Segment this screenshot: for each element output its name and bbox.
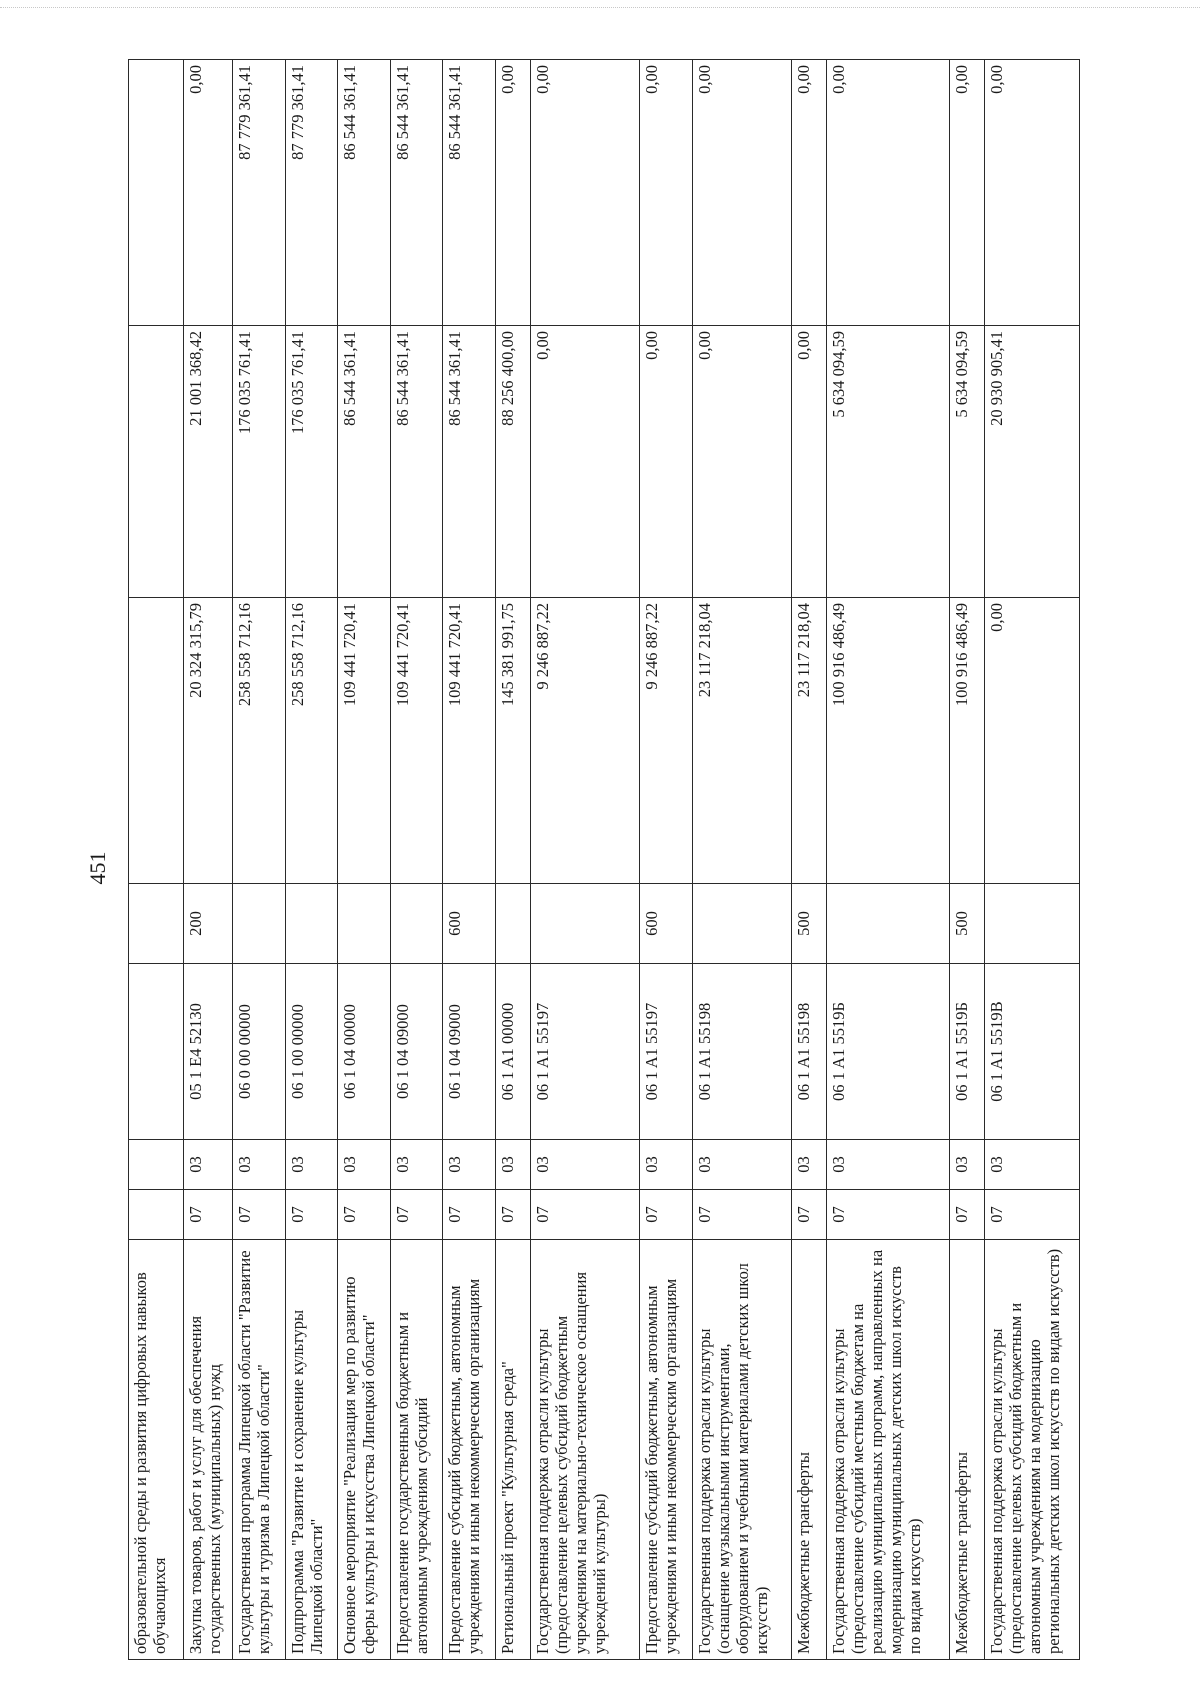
row-amount-year-1: 20 324 315,79 <box>183 598 233 884</box>
row-subsection: 03 <box>640 1140 693 1190</box>
table-row <box>390 60 443 1660</box>
row-amount-year-3: 87 779 361,41 <box>285 60 338 326</box>
row-amount-year-1: 9 246 887,22 <box>640 598 693 884</box>
table-row <box>827 60 949 1660</box>
row-expense-kind <box>129 884 184 964</box>
row-amount-year-2: 21 001 368,42 <box>183 326 233 598</box>
table-row <box>129 60 184 1660</box>
row-subsection: 03 <box>233 1140 286 1190</box>
row-amount-year-2: 0,00 <box>692 326 791 598</box>
row-target-article: 06 1 A1 5519Б <box>827 964 949 1140</box>
row-section: 07 <box>285 1190 338 1240</box>
row-subsection <box>129 1140 184 1190</box>
row-section: 07 <box>390 1190 443 1240</box>
row-amount-year-1: 109 441 720,41 <box>443 598 496 884</box>
row-amount-year-3: 0,00 <box>495 60 530 326</box>
row-amount-year-1: 109 441 720,41 <box>338 598 391 884</box>
budget-table <box>128 59 1080 1660</box>
row-amount-year-3 <box>129 60 184 326</box>
table-row <box>495 60 530 1660</box>
row-amount-year-1: 145 381 991,75 <box>495 598 530 884</box>
row-amount-year-3: 86 544 361,41 <box>338 60 391 326</box>
row-amount-year-1: 258 558 712,16 <box>285 598 338 884</box>
row-amount-year-2: 20 930 905,41 <box>984 326 1079 598</box>
row-amount-year-1: 258 558 712,16 <box>233 598 286 884</box>
row-expense-kind <box>984 884 1079 964</box>
row-name: Предоставление субсидий бюджетным, автономным учреждениям и иным некоммерческим организациям <box>443 1240 496 1660</box>
row-target-article: 06 1 A1 5519Б <box>949 964 984 1140</box>
row-amount-year-2: 86 544 361,41 <box>443 326 496 598</box>
row-section: 07 <box>338 1190 391 1240</box>
row-target-article: 06 1 A1 55197 <box>640 964 693 1140</box>
row-amount-year-3: 86 544 361,41 <box>443 60 496 326</box>
row-section: 07 <box>233 1190 286 1240</box>
row-amount-year-2: 0,00 <box>640 326 693 598</box>
table-row <box>692 60 791 1660</box>
row-expense-kind <box>390 884 443 964</box>
row-name: Закупка товаров, работ и услуг для обеспечения государственных (муниципальных) нужд <box>183 1240 233 1660</box>
table-row <box>640 60 693 1660</box>
scan-top-edge <box>0 7 1200 8</box>
row-target-article: 06 1 00 00000 <box>285 964 338 1140</box>
row-expense-kind: 500 <box>791 884 826 964</box>
row-expense-kind <box>692 884 791 964</box>
row-expense-kind <box>338 884 391 964</box>
rotated-table-wrapper <box>128 60 1080 1660</box>
row-amount-year-2: 86 544 361,41 <box>390 326 443 598</box>
row-expense-kind <box>233 884 286 964</box>
row-name: Основное мероприятие "Реализация мер по развитию сферы культуры и искусства Липецкой области" <box>338 1240 391 1660</box>
row-amount-year-1: 23 117 218,04 <box>791 598 826 884</box>
row-target-article: 05 1 E4 52130 <box>183 964 233 1140</box>
row-amount-year-1: 100 916 486,49 <box>827 598 949 884</box>
row-section: 07 <box>984 1190 1079 1240</box>
row-amount-year-2: 176 035 761,41 <box>233 326 286 598</box>
row-expense-kind <box>531 884 640 964</box>
row-section: 07 <box>443 1190 496 1240</box>
row-amount-year-3: 87 779 361,41 <box>233 60 286 326</box>
row-target-article: 06 1 04 09000 <box>390 964 443 1140</box>
row-subsection: 03 <box>791 1140 826 1190</box>
row-target-article: 06 1 04 00000 <box>338 964 391 1140</box>
row-target-article: 06 1 04 09000 <box>443 964 496 1140</box>
row-section: 07 <box>495 1190 530 1240</box>
row-section <box>129 1190 184 1240</box>
table-row <box>183 60 233 1660</box>
table-row <box>285 60 338 1660</box>
table-row <box>443 60 496 1660</box>
row-name: Государственная поддержка отрасли культуры (предоставление целевых субсидий бюджетным учреждениям на материально-техническое оснащения учреждений культуры) <box>531 1240 640 1660</box>
row-amount-year-2: 86 544 361,41 <box>338 326 391 598</box>
table-body <box>129 60 1080 1660</box>
row-target-article: 06 1 A1 55198 <box>791 964 826 1140</box>
row-expense-kind: 200 <box>183 884 233 964</box>
row-amount-year-2 <box>129 326 184 598</box>
row-name: Межбюджетные трансферты <box>791 1240 826 1660</box>
row-amount-year-1: 100 916 486,49 <box>949 598 984 884</box>
row-target-article: 06 0 00 00000 <box>233 964 286 1140</box>
row-amount-year-1 <box>129 598 184 884</box>
row-expense-kind: 600 <box>443 884 496 964</box>
row-expense-kind <box>285 884 338 964</box>
row-name: Предоставление государственным бюджетным и автономным учреждениям субсидий <box>390 1240 443 1660</box>
row-amount-year-3: 0,00 <box>949 60 984 326</box>
row-amount-year-3: 0,00 <box>531 60 640 326</box>
row-subsection: 03 <box>692 1140 791 1190</box>
table-row <box>338 60 391 1660</box>
row-section: 07 <box>791 1190 826 1240</box>
row-section: 07 <box>640 1190 693 1240</box>
row-section: 07 <box>827 1190 949 1240</box>
row-amount-year-3: 0,00 <box>640 60 693 326</box>
row-amount-year-3: 0,00 <box>183 60 233 326</box>
row-section: 07 <box>949 1190 984 1240</box>
row-amount-year-3: 0,00 <box>692 60 791 326</box>
row-subsection: 03 <box>531 1140 640 1190</box>
row-expense-kind: 500 <box>949 884 984 964</box>
row-amount-year-2: 5 634 094,59 <box>949 326 984 598</box>
row-target-article: 06 1 A1 00000 <box>495 964 530 1140</box>
row-section: 07 <box>531 1190 640 1240</box>
row-subsection: 03 <box>827 1140 949 1190</box>
row-amount-year-2: 0,00 <box>531 326 640 598</box>
row-name: Государственная поддержка отрасли культуры (оснащение музыкальными инструментами, оборудованием и учебными материалами детских школ искусств) <box>692 1240 791 1660</box>
row-amount-year-2: 88 256 400,00 <box>495 326 530 598</box>
row-target-article <box>129 964 184 1140</box>
row-name: Региональный проект "Культурная среда" <box>495 1240 530 1660</box>
row-amount-year-3: 0,00 <box>827 60 949 326</box>
row-name: образовательной среды и развития цифровых навыков обучающихся <box>129 1240 184 1660</box>
row-amount-year-1: 0,00 <box>984 598 1079 884</box>
row-name: Государственная программа Липецкой области "Развитие культуры и туризма в Липецкой области" <box>233 1240 286 1660</box>
row-amount-year-2: 0,00 <box>791 326 826 598</box>
table-row <box>531 60 640 1660</box>
row-subsection: 03 <box>183 1140 233 1190</box>
row-name: Предоставление субсидий бюджетным, автономным учреждениям и иным некоммерческим организациям <box>640 1240 693 1660</box>
table-row <box>984 60 1079 1660</box>
row-name: Государственная поддержка отрасли культуры (предоставление целевых субсидий бюджетным и автономным учреждениям на модернизацию региональных детских школ искусств по видам искусств) <box>984 1240 1079 1660</box>
row-amount-year-1: 109 441 720,41 <box>390 598 443 884</box>
row-expense-kind <box>827 884 949 964</box>
row-amount-year-1: 23 117 218,04 <box>692 598 791 884</box>
row-subsection: 03 <box>443 1140 496 1190</box>
row-section: 07 <box>692 1190 791 1240</box>
row-section: 07 <box>183 1190 233 1240</box>
row-subsection: 03 <box>949 1140 984 1190</box>
row-expense-kind <box>495 884 530 964</box>
table-row <box>791 60 826 1660</box>
table-row <box>949 60 984 1660</box>
table-row <box>233 60 286 1660</box>
row-subsection: 03 <box>984 1140 1079 1190</box>
row-target-article: 06 1 A1 5519В <box>984 964 1079 1140</box>
row-amount-year-3: 86 544 361,41 <box>390 60 443 326</box>
row-target-article: 06 1 A1 55197 <box>531 964 640 1140</box>
row-name: Межбюджетные трансферты <box>949 1240 984 1660</box>
row-amount-year-2: 176 035 761,41 <box>285 326 338 598</box>
row-subsection: 03 <box>390 1140 443 1190</box>
row-subsection: 03 <box>495 1140 530 1190</box>
row-amount-year-3: 0,00 <box>984 60 1079 326</box>
row-target-article: 06 1 A1 55198 <box>692 964 791 1140</box>
row-name: Государственная поддержка отрасли культуры (предоставление субсидий местным бюджетам на реализацию муниципальных программ, направленных на модернизацию муниципальных детских школ искусств по видам искусств) <box>827 1240 949 1660</box>
page-number: 451 <box>85 851 110 885</box>
row-amount-year-1: 9 246 887,22 <box>531 598 640 884</box>
row-subsection: 03 <box>338 1140 391 1190</box>
row-amount-year-2: 5 634 094,59 <box>827 326 949 598</box>
row-amount-year-3: 0,00 <box>791 60 826 326</box>
row-expense-kind: 600 <box>640 884 693 964</box>
row-subsection: 03 <box>285 1140 338 1190</box>
row-name: Подпрограмма "Развитие и сохранение культуры Липецкой области" <box>285 1240 338 1660</box>
